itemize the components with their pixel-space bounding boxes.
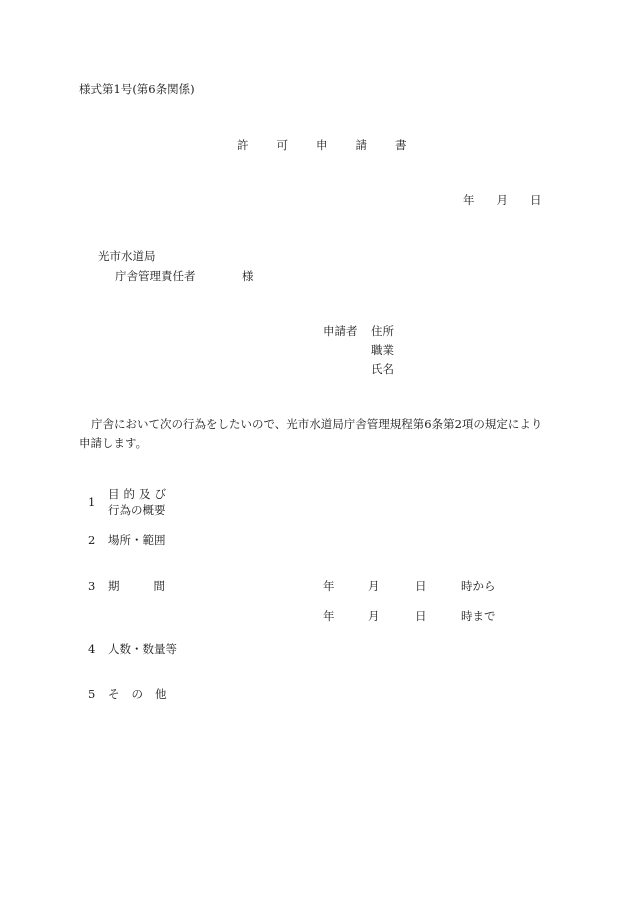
- item-number: 4: [88, 642, 96, 656]
- applicant-name-label: 氏名: [371, 362, 394, 376]
- item-label-overview: 行為の概要: [108, 503, 166, 517]
- body-text-line: 申請します。: [79, 436, 148, 450]
- item-label-purpose: 目的及び: [108, 487, 171, 501]
- period-to-time: 時まで: [461, 609, 496, 623]
- title-char: 請: [355, 138, 367, 152]
- item-number: 3: [88, 579, 96, 593]
- title-char: 書: [395, 138, 407, 152]
- period-from-time: 時から: [461, 579, 496, 593]
- applicant-label: 申請者: [323, 324, 358, 338]
- date-year: 年: [463, 193, 475, 207]
- item-label-other: [108, 687, 167, 701]
- period-from-month: 月: [368, 579, 380, 593]
- period-char: 間: [153, 579, 165, 593]
- item-number: 2: [88, 533, 96, 547]
- date-month: 月: [496, 193, 508, 207]
- date-day: 日: [530, 193, 542, 207]
- title-char: 可: [276, 138, 288, 152]
- applicant-occupation-label: 職業: [371, 343, 394, 357]
- addressee-person: 庁舎管理責任者: [115, 269, 196, 283]
- title-char: 許: [237, 138, 249, 152]
- form-number: 様式第1号(第6条関係): [79, 82, 195, 96]
- period-to-month: 月: [368, 609, 380, 623]
- body-text-line: 庁舎において次の行為をしたいので、光市水道局庁舎管理規程第6条第2項の規定により: [91, 417, 543, 431]
- period-from-year: 年: [323, 579, 335, 593]
- addressee-honorific: 様: [242, 269, 254, 283]
- other-char: そ: [108, 687, 120, 701]
- applicant-address-label: 住所: [371, 324, 394, 338]
- other-char: 他: [155, 687, 167, 701]
- item-number: 5: [88, 687, 96, 701]
- item-number: 1: [88, 495, 96, 509]
- item-label-location: 場所・範囲: [108, 533, 166, 547]
- item-label-quantity: 人数・数量等: [108, 642, 177, 656]
- other-char: の: [131, 687, 143, 701]
- application-date: [463, 193, 542, 207]
- period-char: 期: [108, 579, 120, 593]
- item-label-period: [108, 579, 165, 593]
- period-to-day: 日: [415, 609, 427, 623]
- period-from-day: 日: [415, 579, 427, 593]
- document-title: [237, 138, 407, 152]
- title-char: 申: [316, 138, 328, 152]
- period-to-year: 年: [323, 609, 335, 623]
- addressee-office: 光市水道局: [98, 249, 156, 263]
